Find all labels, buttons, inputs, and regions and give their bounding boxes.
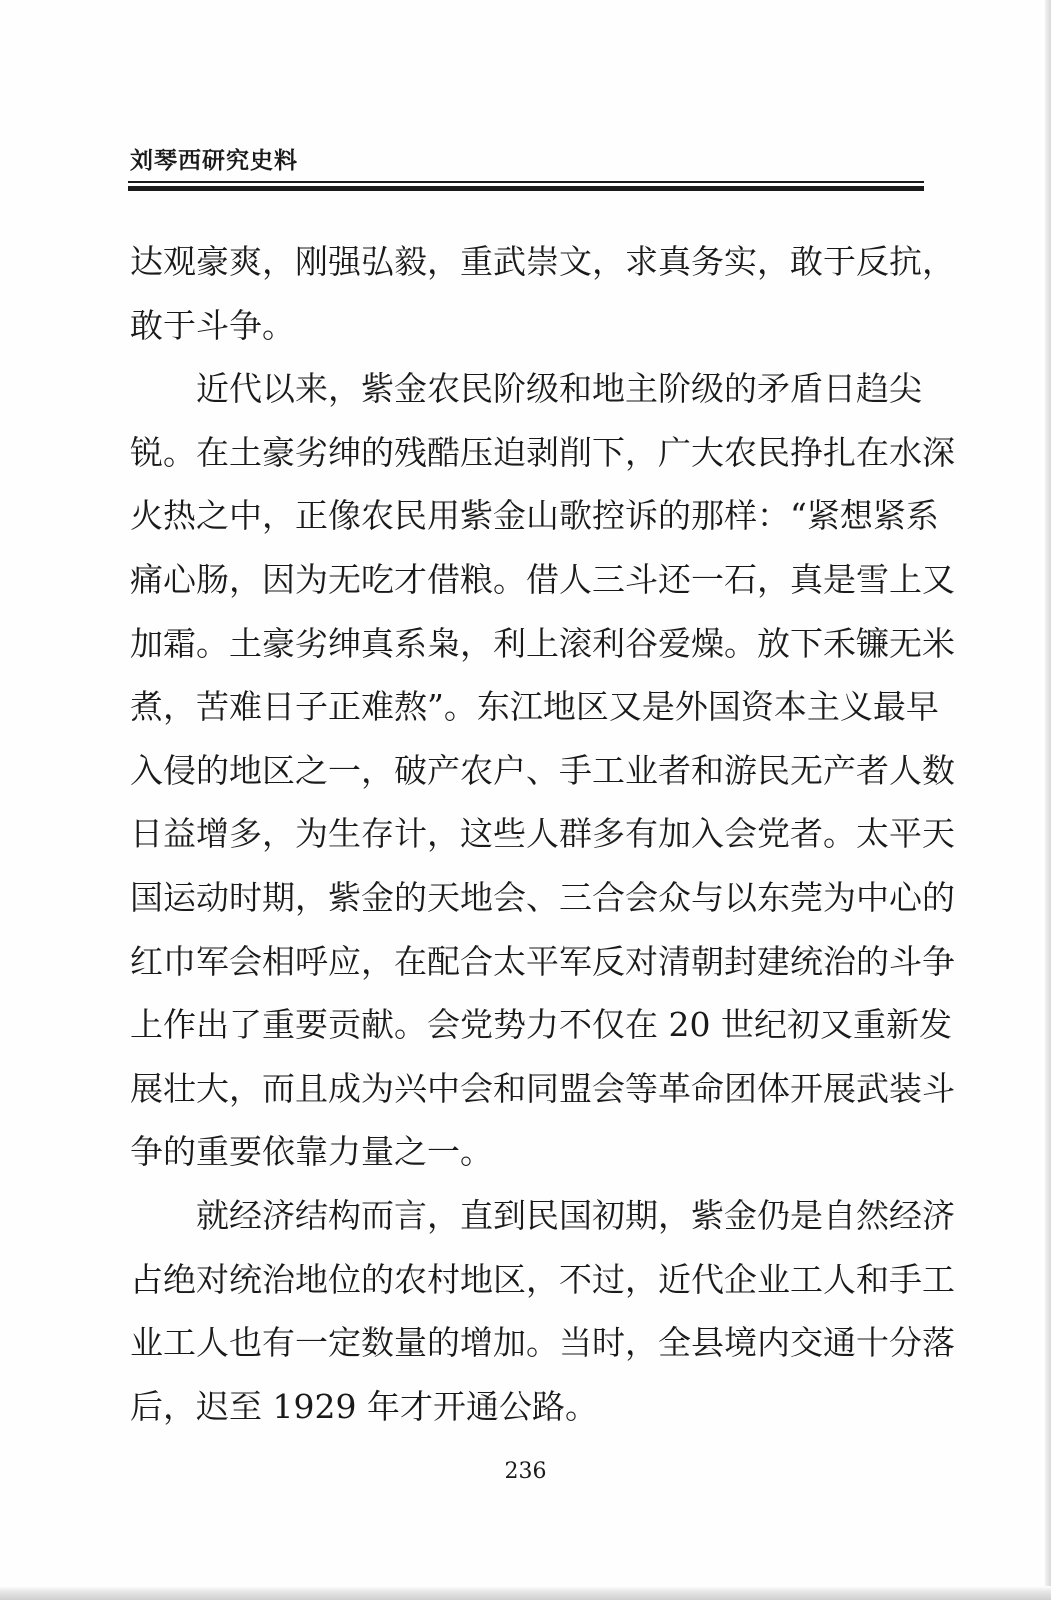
text-line: 加霜。土豪劣绅真系枭，利上滚利谷爱燥。放下禾镰无米 [130, 623, 955, 663]
text-line: 业工人也有一定数量的增加。当时，全县境内交通十分落 [130, 1323, 955, 1363]
text-line: 近代以来，紫金农民阶级和地主阶级的矛盾日趋尖 [196, 369, 922, 409]
text-line: 后，迟至 1929 年才开通公路。 [130, 1386, 598, 1426]
scan-edge-right [1045, 0, 1051, 1600]
text-line: 红巾军会相呼应，在配合太平军反对清朝封建统治的斗争 [130, 941, 955, 981]
text-line: 国运动时期，紫金的天地会、三合会众与以东莞为中心的 [130, 877, 955, 917]
page-number: 236 [504, 1459, 547, 1484]
text-line: 火热之中，正像农民用紫金山歌控诉的那样：“紧想紧系 [130, 496, 939, 536]
text-line: 痛心肠，因为无吃才借粮。借人三斗还一石，真是雪上又 [130, 559, 955, 599]
scan-edge-bottom [0, 1586, 1051, 1600]
running-title: 刘琴西研究史料 [130, 148, 298, 174]
text-line: 达观豪爽，刚强弘毅，重武崇文，求真务实，敢于反抗， [130, 242, 955, 281]
text-line: 敢于斗争。 [130, 305, 295, 345]
body-text [130, 230, 955, 1438]
header-rule-thick [128, 186, 924, 191]
text-line: 日益增多，为生存计，这些人群多有加入会党者。太平天 [130, 814, 955, 854]
text-line: 上作出了重要贡献。会党势力不仅在 20 世纪初又重新发 [130, 1005, 952, 1045]
text-line: 煮，苦难日子正难熬”。东江地区又是外国资本主义最早 [130, 687, 939, 727]
text-line: 入侵的地区之一，破产农户、手工业者和游民无产者人数 [130, 750, 955, 790]
text-line: 争的重要依靠力量之一。 [130, 1132, 493, 1172]
text-line: 占绝对统治地位的农村地区，不过，近代企业工人和手工 [130, 1259, 955, 1299]
header-rule-thin [128, 181, 924, 183]
text-line: 就经济结构而言，直到民国初期，紫金仍是自然经济 [196, 1195, 955, 1235]
text-line: 展壮大，而且成为兴中会和同盟会等革命团体开展武装斗 [130, 1068, 955, 1108]
text-line: 锐。在土豪劣绅的残酷压迫剥削下，广大农民挣扎在水深 [130, 432, 955, 472]
